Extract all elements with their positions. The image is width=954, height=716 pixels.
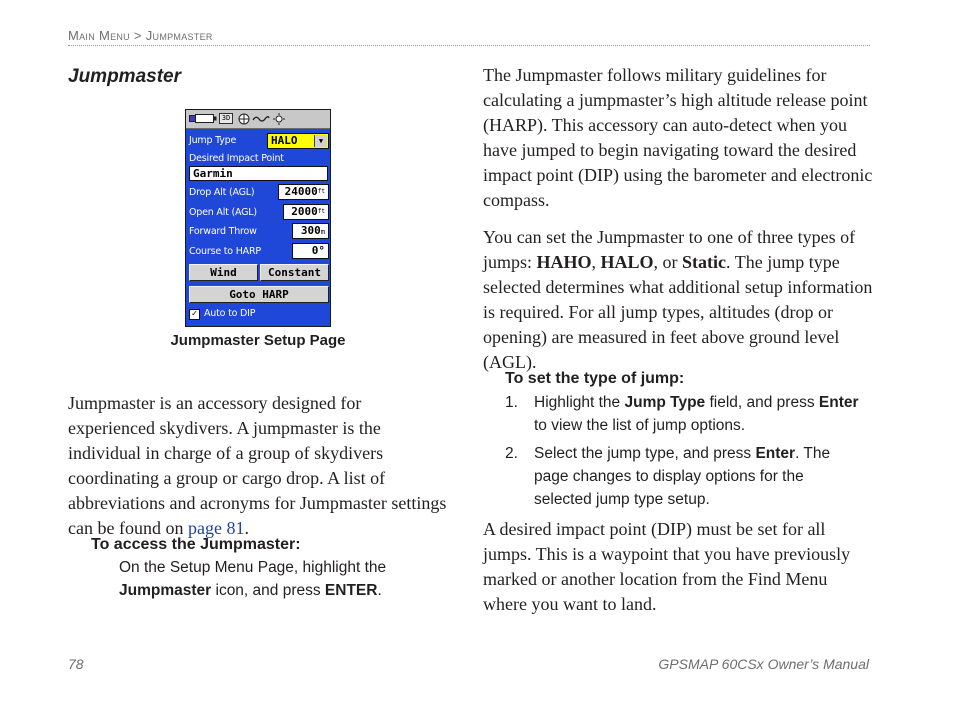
- step-2-number: 2.: [505, 445, 518, 462]
- backlight-icon: [273, 113, 285, 125]
- step-1-bold-enter: Enter: [818, 394, 859, 411]
- breadcrumb: [68, 28, 213, 43]
- section-title: Jumpmaster: [68, 66, 181, 87]
- forward-throw-value: 300: [300, 224, 321, 237]
- halo-term: HALO: [600, 252, 654, 272]
- step-2-text-a: Select the jump type, and press: [534, 445, 756, 462]
- breadcrumb-separator: >: [133, 28, 142, 43]
- goto-harp-button[interactable]: Goto HARP: [189, 286, 329, 303]
- drop-alt-value: 24000: [284, 185, 318, 198]
- open-alt-unit: ft: [317, 208, 325, 215]
- forward-throw-label: Forward Throw: [189, 226, 257, 237]
- course-to-harp-value: 0°: [311, 244, 325, 257]
- jump-types-or: , or: [653, 252, 683, 272]
- intro-text-end: .: [244, 518, 249, 538]
- course-to-harp-field[interactable]: [292, 243, 329, 259]
- access-step-text-1: On the Setup Menu Page, highlight the: [119, 559, 387, 576]
- page-81-link[interactable]: page 81: [187, 518, 245, 538]
- auto-to-dip-checkbox[interactable]: [189, 308, 329, 323]
- figure-caption: Jumpmaster Setup Page: [170, 332, 346, 349]
- dip-paragraph-text: A desired impact point (DIP) must be set for all jumps. This is a waypoint that you have previously marked or another location from the Find Menu where you want to land.: [483, 519, 851, 614]
- header-divider: [68, 45, 870, 46]
- open-alt-value: 2000: [291, 205, 318, 218]
- access-step-text-2: icon, and press: [211, 582, 325, 599]
- intro-text: Jumpmaster is an accessory designed for experienced skydivers. A jumpmaster is the individual in charge of a group of skydivers coordinating a group or cargo drop. A list of abbreviations and acronyms for Jumpmaster settings can be found on: [68, 393, 447, 538]
- step-2-text-b: . The page changes to display options for the selected jump type setup.: [534, 445, 831, 508]
- signal-wave-icon: [252, 115, 270, 123]
- step-1-text-c: to view the list of jump options.: [534, 417, 746, 434]
- procedure-step-1: [505, 391, 865, 437]
- harp-paragraph: [483, 63, 873, 213]
- access-step-bold-2: ENTER: [324, 582, 378, 599]
- step-1-text-a: Highlight the: [534, 394, 625, 411]
- access-procedure-title: To access the Jumpmaster:: [91, 536, 301, 553]
- jump-type-label: Jump Type: [189, 135, 237, 146]
- access-procedure-step: [119, 556, 419, 602]
- battery-icon: [189, 113, 217, 125]
- desired-impact-field[interactable]: [189, 166, 328, 181]
- course-to-harp-label: Course to HARP: [189, 246, 261, 257]
- step-2-bold-enter: Enter: [755, 445, 796, 462]
- jump-type-value: HALO: [271, 134, 298, 147]
- chevron-down-icon: ▼: [314, 135, 327, 147]
- breadcrumb-parent: Main Menu: [68, 28, 130, 43]
- drop-alt-unit: ft: [317, 188, 325, 195]
- drop-alt-field[interactable]: [278, 184, 329, 200]
- jump-types-text-b: . The jump type selected determines what additional setup information is required. For all jump types, altitudes (drop or opening) are measured in feet above ground level (AGL).: [483, 252, 873, 372]
- forward-throw-unit: m: [320, 228, 325, 236]
- open-alt-label: Open Alt (AGL): [189, 207, 257, 218]
- access-step-text-3: .: [377, 582, 382, 599]
- jump-types-paragraph: [483, 225, 873, 375]
- procedure-step-2: [505, 442, 850, 511]
- wind-button[interactable]: Wind: [189, 264, 258, 281]
- drop-alt-label: Drop Alt (AGL): [189, 187, 255, 198]
- device-status-bar: [186, 110, 330, 129]
- gps-3d-icon: 3D: [219, 113, 233, 124]
- step-1-bold-jump-type: Jump Type: [624, 394, 706, 411]
- constant-button[interactable]: Constant: [260, 264, 329, 281]
- jump-type-procedure-title: To set the type of jump:: [505, 370, 685, 387]
- device-screen: [185, 109, 331, 327]
- breadcrumb-current: Jumpmaster: [145, 28, 213, 43]
- desired-impact-value: Garmin: [193, 167, 233, 180]
- static-term: Static: [682, 252, 727, 272]
- auto-to-dip-label: Auto to DIP: [204, 308, 256, 319]
- page-number: 78: [68, 656, 84, 672]
- step-1-number: 1.: [505, 394, 518, 411]
- jump-types-text-a: You can set the Jumpmaster to one of three types of jumps:: [483, 227, 856, 272]
- jump-type-select[interactable]: [267, 133, 329, 149]
- harp-paragraph-text: The Jumpmaster follows military guidelines for calculating a jumpmaster’s high altitude release point (HARP). This accessory can auto-detect when you have jumped to begin navigating toward the desired impact point (DIP) using the barometer and electronic compass.: [483, 65, 873, 210]
- satellite-icon: [238, 113, 250, 125]
- forward-throw-field[interactable]: [292, 223, 329, 239]
- jump-types-comma: ,: [591, 252, 601, 272]
- step-1-text-b: field, and press: [705, 394, 819, 411]
- dip-paragraph: [483, 517, 875, 617]
- checkmark-icon: ✓: [189, 309, 200, 320]
- intro-paragraph: [68, 391, 452, 541]
- open-alt-field[interactable]: [283, 204, 329, 220]
- manual-title: GPSMAP 60CSx Owner’s Manual: [658, 656, 869, 672]
- access-step-bold-1: Jumpmaster: [119, 582, 212, 599]
- desired-impact-label: Desired Impact Point: [189, 153, 284, 164]
- haho-term: HAHO: [536, 252, 592, 272]
